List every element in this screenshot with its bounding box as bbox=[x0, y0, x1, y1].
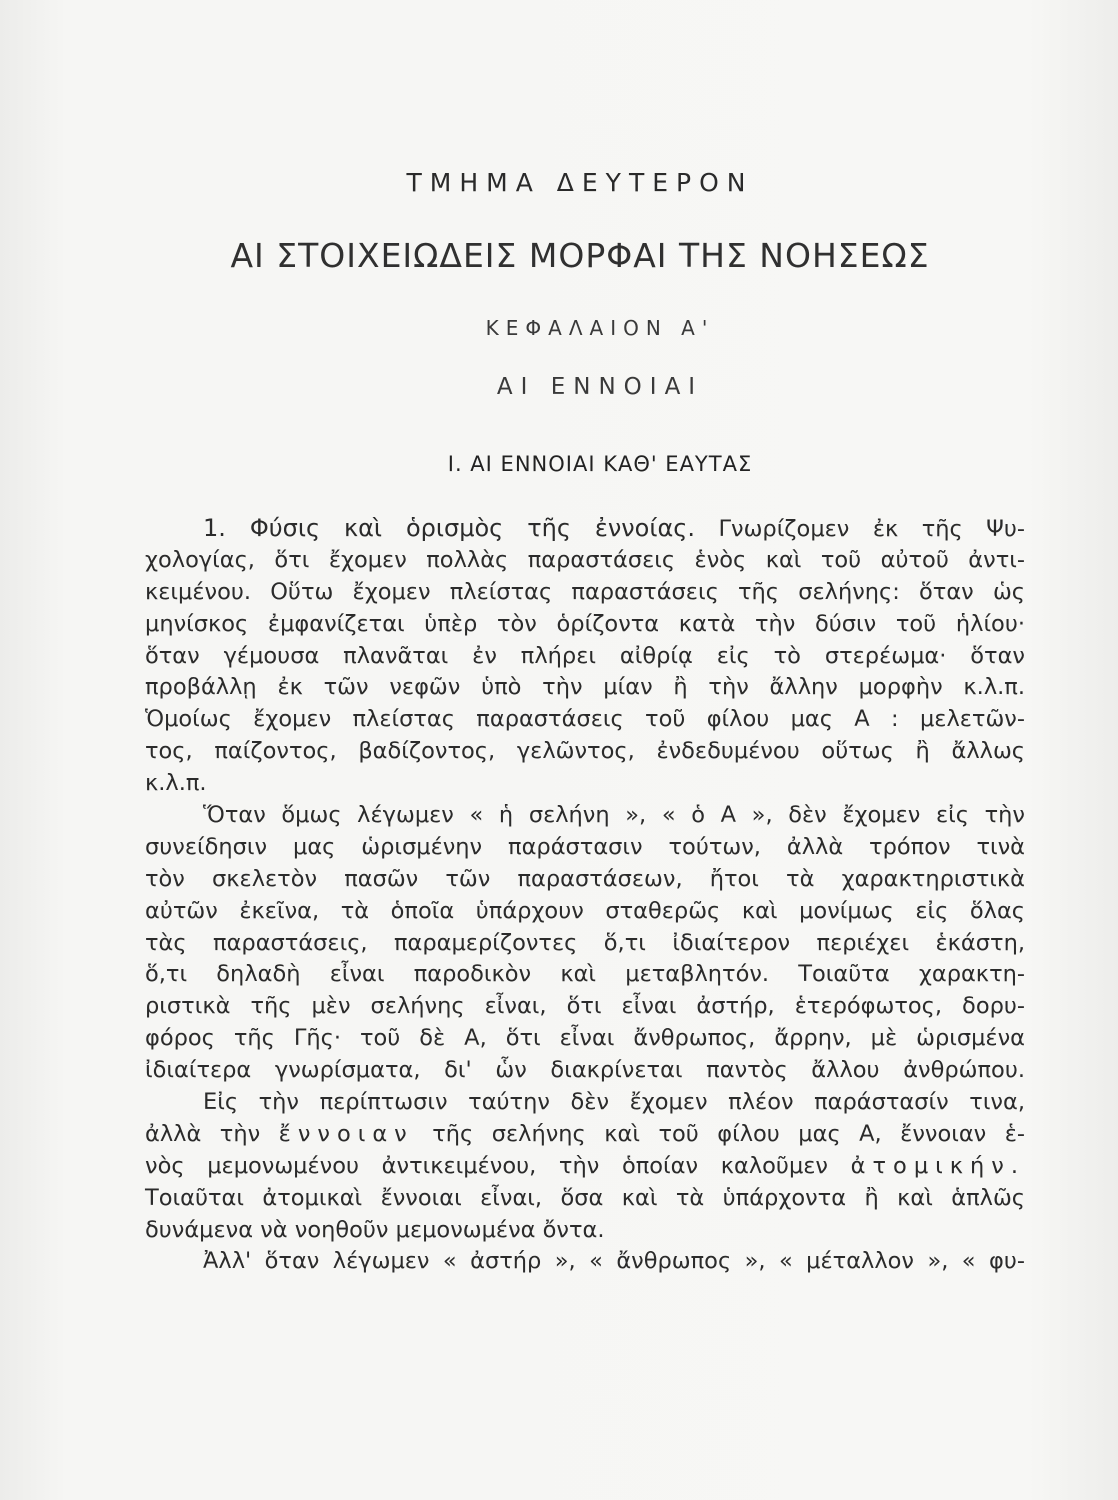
text-line: φόρος τῆς Γῆς· τοῦ δὲ Α, ὅτι εἶναι ἄνθρωπος, ἄρρην, μὲ ὡρισμένα bbox=[145, 1025, 1025, 1052]
text-line: Τοιαῦται ἀτομικαὶ ἔννοιαι εἶναι, ὅσα καὶ τὰ ὑπάρχοντα ἢ καὶ ἁπλῶς bbox=[145, 1184, 1025, 1211]
subsection-heading: Ι. ΑΙ ΕΝΝΟΙΑΙ ΚΑΘ' ΕΑΥΤΑΣ bbox=[447, 452, 753, 476]
paragraph-2 bbox=[145, 800, 1025, 1087]
text-line: τὰς παραστάσεις, παραμερίζοντες ὅ,τι ἰδιαίτερον περιέχει ἑκάστη, bbox=[145, 929, 1025, 956]
part-title: ΑΙ ΣΤΟΙΧΕΙΩΔΕΙΣ ΜΟΡΦΑΙ ΤΗΣ ΝΟΗΣΕΩΣ bbox=[230, 236, 930, 275]
chapter-label: ΚΕΦΑΛΑΙΟΝ Α' bbox=[485, 316, 715, 340]
paragraph-4 bbox=[145, 1246, 1025, 1278]
text-line bbox=[145, 513, 1025, 545]
paragraph-heading: 1. Φύσις καὶ ὁρισμὸς τῆς ἐννοίας. bbox=[203, 514, 695, 542]
text-line bbox=[145, 1151, 1025, 1183]
line-text: ἀλλὰ τὴν bbox=[145, 1120, 261, 1147]
text-line: Ὅταν ὅμως λέγωμεν « ἡ σελήνη », « ὁ Α », δὲν ἔχομεν εἰς τὴν bbox=[203, 802, 1025, 829]
text-line: Ἀλλ' ὅταν λέγωμεν « ἀστήρ », « ἄνθρωπος », « μέταλλον », « φυ- bbox=[203, 1248, 1025, 1275]
text-line: ἰδιαίτερα γνωρίσματα, δι' ὧν διακρίνεται παντὸς ἄλλου ἀνθρώπου. bbox=[145, 1057, 1025, 1084]
emphasized-term: ἀτομικήν. bbox=[850, 1152, 1025, 1179]
text-line: χολογίας, ὅτι ἔχομεν πολλὰς παραστάσεις ἑνὸς καὶ τοῦ αὐτοῦ ἀντι- bbox=[145, 546, 1025, 573]
chapter-title: ΑΙ ΕΝΝΟΙΑΙ bbox=[496, 374, 704, 400]
text-line: συνείδησιν μας ὡρισμένην παράστασιν τούτων, ἀλλὰ τρόπον τινὰ bbox=[145, 833, 1025, 860]
text-line: αὐτῶν ἐκεῖνα, τὰ ὁποῖα ὑπάρχουν σταθερῶς καὶ μονίμως εἰς ὅλας bbox=[145, 897, 1025, 924]
paragraph-1 bbox=[145, 513, 1025, 800]
text-line: δυνάμενα νὰ νοηθοῦν μεμονωμένα ὄντα. bbox=[145, 1216, 605, 1243]
text-line: Ὁμοίως ἔχομεν πλείστας παραστάσεις τοῦ φίλου μας Α : μελετῶν- bbox=[145, 706, 1025, 733]
text-line: τος, παίζοντος, βαδίζοντος, γελῶντος, ἐνδεδυμένου οὕτως ἢ ἄλλως bbox=[145, 738, 1025, 765]
line-text: τῆς σελήνης καὶ τοῦ φίλου μας Α, ἔννοιαν ἑ- bbox=[432, 1120, 1026, 1147]
line-text: νὸς μεμονωμένου ἀντικειμένου, τὴν ὁποίαν καλοῦμεν bbox=[145, 1152, 828, 1179]
text-line: ὅταν γέμουσα πλανᾶται ἐν πλήρει αἰθρίᾳ εἰς τὸ στερέωμα· ὅταν bbox=[145, 642, 1025, 669]
body-text bbox=[145, 513, 1025, 1278]
paragraph-3 bbox=[145, 1087, 1025, 1246]
emphasized-term: ἔννοιαν bbox=[278, 1120, 414, 1147]
text-line: μηνίσκος ἐμφανίζεται ὑπὲρ τὸν ὁρίζοντα κατὰ τὴν δύσιν τοῦ ἡλίου· bbox=[145, 610, 1025, 637]
section-heading: ΤΜΗΜΑ ΔΕΥΤΕΡΟΝ bbox=[406, 168, 754, 197]
text-line: ριστικὰ τῆς μὲν σελήνης εἶναι, ὅτι εἶναι ἀστήρ, ἑτερόφωτος, δορυ- bbox=[145, 993, 1025, 1020]
text-line: Εἰς τὴν περίπτωσιν ταύτην δὲν ἔχομεν πλέον παράστασίν τινα, bbox=[203, 1089, 1025, 1116]
line-text: Γνωρίζομεν ἐκ τῆς Ψυ- bbox=[718, 516, 1026, 542]
text-line: τὸν σκελετὸν πασῶν τῶν παραστάσεων, ἤτοι τὰ χαρακτηριστικὰ bbox=[145, 865, 1025, 892]
text-line: προβάλλῃ ἐκ τῶν νεφῶν ὑπὸ τὴν μίαν ἢ τὴν ἄλλην μορφὴν κ.λ.π. bbox=[145, 674, 1025, 701]
text-line: ὅ,τι δηλαδὴ εἶναι παροδικὸν καὶ μεταβλητόν. Τοιαῦτα χαρακτη- bbox=[145, 961, 1025, 988]
text-line: κειμένου. Οὕτω ἔχομεν πλείστας παραστάσεις τῆς σελήνης: ὅταν ὡς bbox=[145, 578, 1025, 605]
text-line bbox=[145, 1119, 1025, 1151]
text-line: κ.λ.π. bbox=[145, 770, 207, 797]
